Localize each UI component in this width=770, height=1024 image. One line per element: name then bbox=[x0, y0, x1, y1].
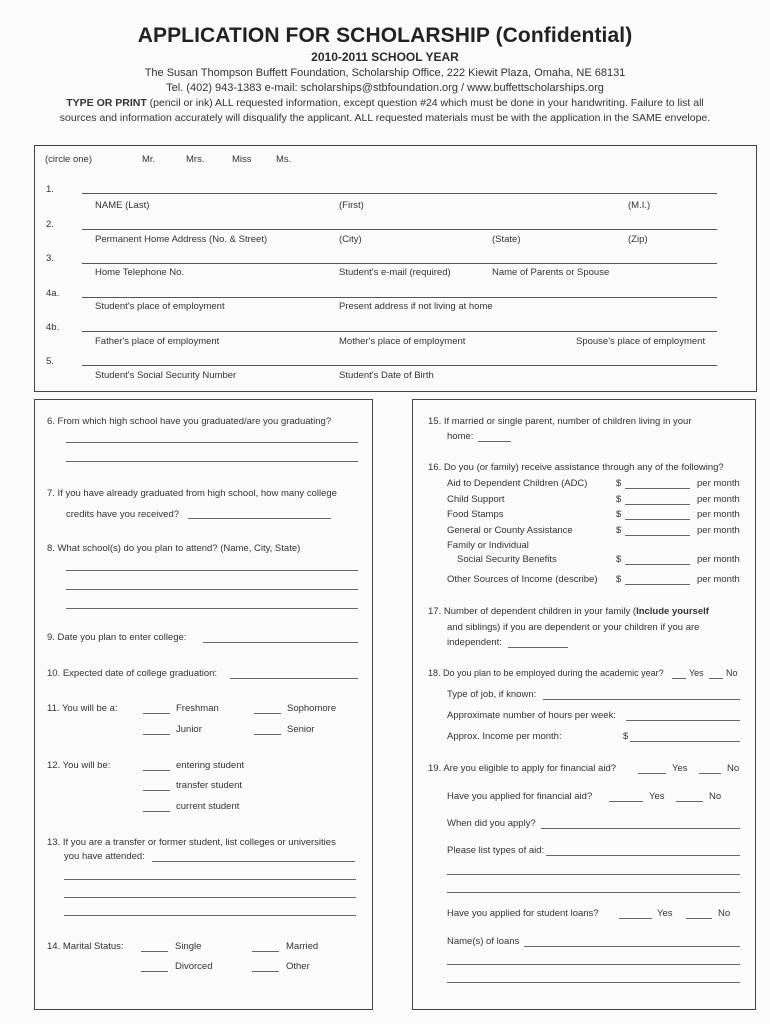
question-13: 13. If you are a transfer or former student, list colleges or universities bbox=[47, 837, 336, 848]
single-label: Single bbox=[175, 941, 202, 952]
q6-answer-line-1[interactable] bbox=[66, 442, 358, 443]
father-employment-label: Father's place of employment bbox=[95, 336, 220, 347]
senior-label: Senior bbox=[287, 724, 315, 735]
assist-child-support-label: Child Support bbox=[447, 494, 505, 505]
q19-list-aid-label: Please list types of aid: bbox=[447, 845, 545, 856]
q15-answer-line[interactable] bbox=[478, 441, 511, 442]
q19-yes-line[interactable] bbox=[638, 773, 666, 774]
q18-job-type-label: Type of job, if known: bbox=[447, 689, 537, 700]
assist-adc-label: Aid to Dependent Children (ADC) bbox=[447, 478, 588, 489]
parents-employment-field-line[interactable] bbox=[82, 331, 717, 332]
address-city-label: (City) bbox=[339, 234, 362, 245]
q18-job-type-line[interactable] bbox=[543, 699, 740, 700]
q19-loans-yes-line[interactable] bbox=[619, 918, 652, 919]
ssn-field-line[interactable] bbox=[82, 365, 717, 366]
q19-loan-names-line-2[interactable] bbox=[447, 964, 740, 965]
divorced-label: Divorced bbox=[175, 961, 213, 972]
question-13-attended: you have attended: bbox=[64, 851, 145, 862]
single-checkbox-line[interactable] bbox=[141, 951, 168, 952]
assist-food-stamps-amount-line[interactable] bbox=[625, 519, 690, 520]
q19-when-line[interactable] bbox=[541, 828, 740, 829]
assist-adc-dollar: $ bbox=[616, 478, 622, 489]
q19-list-aid-line-3[interactable] bbox=[447, 892, 740, 893]
present-address-label: Present address if not living at home bbox=[339, 301, 493, 312]
ssn-label: Student's Social Security Number bbox=[95, 370, 237, 381]
assist-social-security-label: Social Security Benefits bbox=[457, 554, 557, 565]
other-label: Other bbox=[286, 961, 310, 972]
assist-other-income-dollar: $ bbox=[616, 574, 622, 585]
title-miss[interactable]: Miss bbox=[232, 154, 252, 165]
phone-field-line[interactable] bbox=[82, 263, 717, 264]
transfer-student-label: transfer student bbox=[176, 780, 243, 791]
q19-applied-yes-line[interactable] bbox=[609, 801, 643, 802]
q19-when-label: When did you apply? bbox=[447, 818, 536, 829]
title-mrs[interactable]: Mrs. bbox=[186, 154, 205, 165]
question-9: 9. Date you plan to enter college: bbox=[47, 632, 187, 643]
question-10: 10. Expected date of college graduation: bbox=[47, 668, 218, 679]
assist-county-amount-line[interactable] bbox=[625, 535, 690, 536]
q18-income-label: Approx. Income per month: bbox=[447, 731, 562, 742]
name-field-line[interactable] bbox=[82, 193, 717, 194]
q19-yes-label: Yes bbox=[672, 763, 688, 774]
address-zip-label: (Zip) bbox=[628, 234, 648, 245]
address-field-line[interactable] bbox=[82, 229, 717, 230]
assist-social-security-amount-line[interactable] bbox=[625, 564, 690, 565]
row-number-4a: 4a. bbox=[46, 288, 60, 299]
assist-social-security-dollar: $ bbox=[616, 554, 622, 565]
row-number-5: 5. bbox=[46, 356, 54, 367]
q18-hours-label: Approximate number of hours per week: bbox=[447, 710, 616, 721]
name-last-label: NAME (Last) bbox=[95, 200, 150, 211]
mother-employment-label: Mother's place of employment bbox=[339, 336, 466, 347]
assist-adc-amount-line[interactable] bbox=[625, 488, 690, 489]
address-state-label: (State) bbox=[492, 234, 521, 245]
title-ms[interactable]: Ms. bbox=[276, 154, 292, 165]
freshman-checkbox-line[interactable] bbox=[143, 713, 170, 714]
q19-loan-names-line-3[interactable] bbox=[447, 982, 740, 983]
assist-county-per-month: per month bbox=[697, 525, 740, 536]
school-year: 2010-2011 SCHOOL YEAR bbox=[311, 50, 459, 64]
type-or-print: TYPE OR PRINT bbox=[66, 97, 147, 109]
assist-child-support-amount-line[interactable] bbox=[625, 504, 690, 505]
instructions-text-1: (pencil or ink) ALL requested information, except question #24 which must be done in your handwriting. Failure to list all bbox=[149, 97, 704, 109]
q18-income-line[interactable] bbox=[630, 741, 740, 742]
q17-include-yourself: Include yourself bbox=[636, 606, 709, 617]
q19-list-aid-line-1[interactable] bbox=[546, 855, 740, 856]
assist-child-support-dollar: $ bbox=[616, 494, 622, 505]
assist-food-stamps-label: Food Stamps bbox=[447, 509, 504, 520]
q8-answer-line-2[interactable] bbox=[66, 589, 358, 590]
q19-loans-yes-label: Yes bbox=[657, 908, 673, 919]
assist-county-dollar: $ bbox=[616, 525, 622, 536]
assist-child-support-per-month: per month bbox=[697, 494, 740, 505]
question-12: 12. You will be: bbox=[47, 760, 111, 771]
question-11: 11. You will be a: bbox=[47, 703, 118, 714]
entering-student-label: entering student bbox=[176, 760, 245, 771]
married-label: Married bbox=[286, 941, 319, 952]
q19-applied-label: Have you applied for financial aid? bbox=[447, 791, 593, 802]
parents-name-label: Name of Parents or Spouse bbox=[492, 267, 610, 278]
q8-answer-line-3[interactable] bbox=[66, 608, 358, 609]
transfer-checkbox-line[interactable] bbox=[143, 790, 170, 791]
q19-loan-names-line-1[interactable] bbox=[524, 946, 740, 947]
sophomore-label: Sophomore bbox=[287, 703, 337, 714]
question-17-siblings: and siblings) if you are dependent or your children if you are bbox=[447, 622, 700, 633]
question-15: 15. If married or single parent, number of children living in your bbox=[428, 416, 692, 427]
q18-income-dollar: $ bbox=[623, 731, 629, 742]
q19-loans-no-label: No bbox=[718, 908, 731, 919]
assist-county-label: General or County Assistance bbox=[447, 525, 573, 536]
name-first-label: (First) bbox=[339, 200, 364, 211]
q8-answer-line-1[interactable] bbox=[66, 570, 358, 571]
q18-hours-line[interactable] bbox=[626, 720, 740, 721]
assist-other-income-per-month: per month bbox=[697, 574, 740, 585]
q17-answer-line[interactable] bbox=[508, 647, 568, 648]
assist-food-stamps-dollar: $ bbox=[616, 509, 622, 520]
question-16: 16. Do you (or family) receive assistance through any of the following? bbox=[428, 462, 724, 473]
assist-family-or-individual: Family or Individual bbox=[447, 540, 529, 551]
q18-no-label: No bbox=[726, 668, 738, 678]
q18-no-line[interactable] bbox=[709, 678, 723, 679]
foundation-address: The Susan Thompson Buffett Foundation, Scholarship Office, 222 Kiewit Plaza, Omaha, NE 68131 bbox=[144, 67, 626, 79]
question-6: 6. From which high school have you graduated/are you graduating? bbox=[47, 416, 332, 427]
q19-applied-no-label: No bbox=[709, 791, 722, 802]
question-17-independent: independent: bbox=[447, 637, 502, 648]
q19-loans-label: Have you applied for student loans? bbox=[447, 908, 599, 919]
question-7-credits: credits have you received? bbox=[66, 509, 180, 520]
instructions-line-2: sources and information accurately will disqualify the applicant. ALL requested materials must be with the application in the SAME envelope. bbox=[59, 112, 711, 124]
entering-checkbox-line[interactable] bbox=[143, 770, 170, 771]
junior-checkbox-line[interactable] bbox=[143, 734, 170, 735]
form-title: APPLICATION FOR SCHOLARSHIP (Confidential) bbox=[137, 24, 633, 47]
q19-no-label: No bbox=[727, 763, 740, 774]
row-number-1: 1. bbox=[46, 184, 54, 195]
senior-checkbox-line[interactable] bbox=[254, 734, 281, 735]
question-8: 8. What school(s) do you plan to attend? (Name, City, State) bbox=[47, 543, 301, 554]
q19-no-line[interactable] bbox=[699, 773, 721, 774]
q19-loan-names-label: Name(s) of loans bbox=[447, 936, 520, 947]
employment-field-line[interactable] bbox=[82, 297, 717, 298]
sophomore-checkbox-line[interactable] bbox=[254, 713, 281, 714]
assist-other-income-label: Other Sources of Income (describe) bbox=[447, 574, 598, 585]
q19-applied-yes-label: Yes bbox=[649, 791, 665, 802]
q18-yes-label: Yes bbox=[689, 668, 704, 678]
q10-answer-line[interactable] bbox=[230, 678, 358, 679]
question-7: 7. If you have already graduated from high school, how many college bbox=[47, 488, 337, 499]
question-19: 19. Are you eligible to apply for financial aid? bbox=[428, 763, 617, 774]
spouse-employment-label: Spouse's place of employment bbox=[576, 336, 706, 347]
q18-yes-line[interactable] bbox=[672, 678, 686, 679]
q19-list-aid-line-2[interactable] bbox=[447, 874, 740, 875]
assist-adc-per-month: per month bbox=[697, 478, 740, 489]
q13-answer-line-4[interactable] bbox=[64, 915, 356, 916]
student-email-label: Student's e-mail (required) bbox=[339, 267, 451, 278]
q13-answer-line-2[interactable] bbox=[64, 879, 356, 880]
address-street-label: Permanent Home Address (No. & Street) bbox=[95, 234, 268, 245]
home-phone-label: Home Telephone No. bbox=[95, 267, 185, 278]
assist-other-income-amount-line[interactable] bbox=[625, 584, 690, 585]
title-mr[interactable]: Mr. bbox=[142, 154, 156, 165]
row-number-3: 3. bbox=[46, 253, 54, 264]
other-checkbox-line[interactable] bbox=[252, 971, 279, 972]
contact-line: Tel. (402) 943-1383 e-mail: scholarships@stbfoundation.org / www.buffettscholarships.org bbox=[166, 82, 604, 94]
q13-answer-line-1[interactable] bbox=[152, 861, 355, 862]
q9-answer-line[interactable] bbox=[203, 642, 358, 643]
name-mi-label: (M.I.) bbox=[628, 200, 651, 211]
row-number-4b: 4b. bbox=[46, 322, 60, 333]
current-checkbox-line[interactable] bbox=[143, 811, 170, 812]
q13-answer-line-3[interactable] bbox=[64, 897, 356, 898]
question-18: 18. Do you plan to be employed during the academic year? bbox=[428, 668, 664, 678]
question-14: 14. Marital Status: bbox=[47, 941, 124, 952]
freshman-label: Freshman bbox=[176, 703, 219, 714]
q6-answer-line-2[interactable] bbox=[66, 461, 358, 462]
instructions-line-1 bbox=[0, 97, 770, 109]
birth-date-label: Student's Date of Birth bbox=[339, 370, 434, 381]
q19-loans-no-line[interactable] bbox=[686, 918, 712, 919]
circle-one-label: (circle one) bbox=[45, 154, 92, 165]
student-employment-label: Student's place of employment bbox=[95, 301, 225, 312]
current-student-label: current student bbox=[176, 801, 240, 812]
q17-text: 17. Number of dependent children in your family ( bbox=[428, 606, 637, 617]
q7-credits-line[interactable] bbox=[188, 518, 331, 519]
junior-label: Junior bbox=[176, 724, 202, 735]
question-15-home: home: bbox=[447, 431, 474, 442]
divorced-checkbox-line[interactable] bbox=[141, 971, 168, 972]
married-checkbox-line[interactable] bbox=[252, 951, 279, 952]
q19-applied-no-line[interactable] bbox=[676, 801, 703, 802]
assist-food-stamps-per-month: per month bbox=[697, 509, 740, 520]
assist-social-security-per-month: per month bbox=[697, 554, 740, 565]
row-number-2: 2. bbox=[46, 219, 54, 230]
question-17 bbox=[428, 606, 709, 617]
